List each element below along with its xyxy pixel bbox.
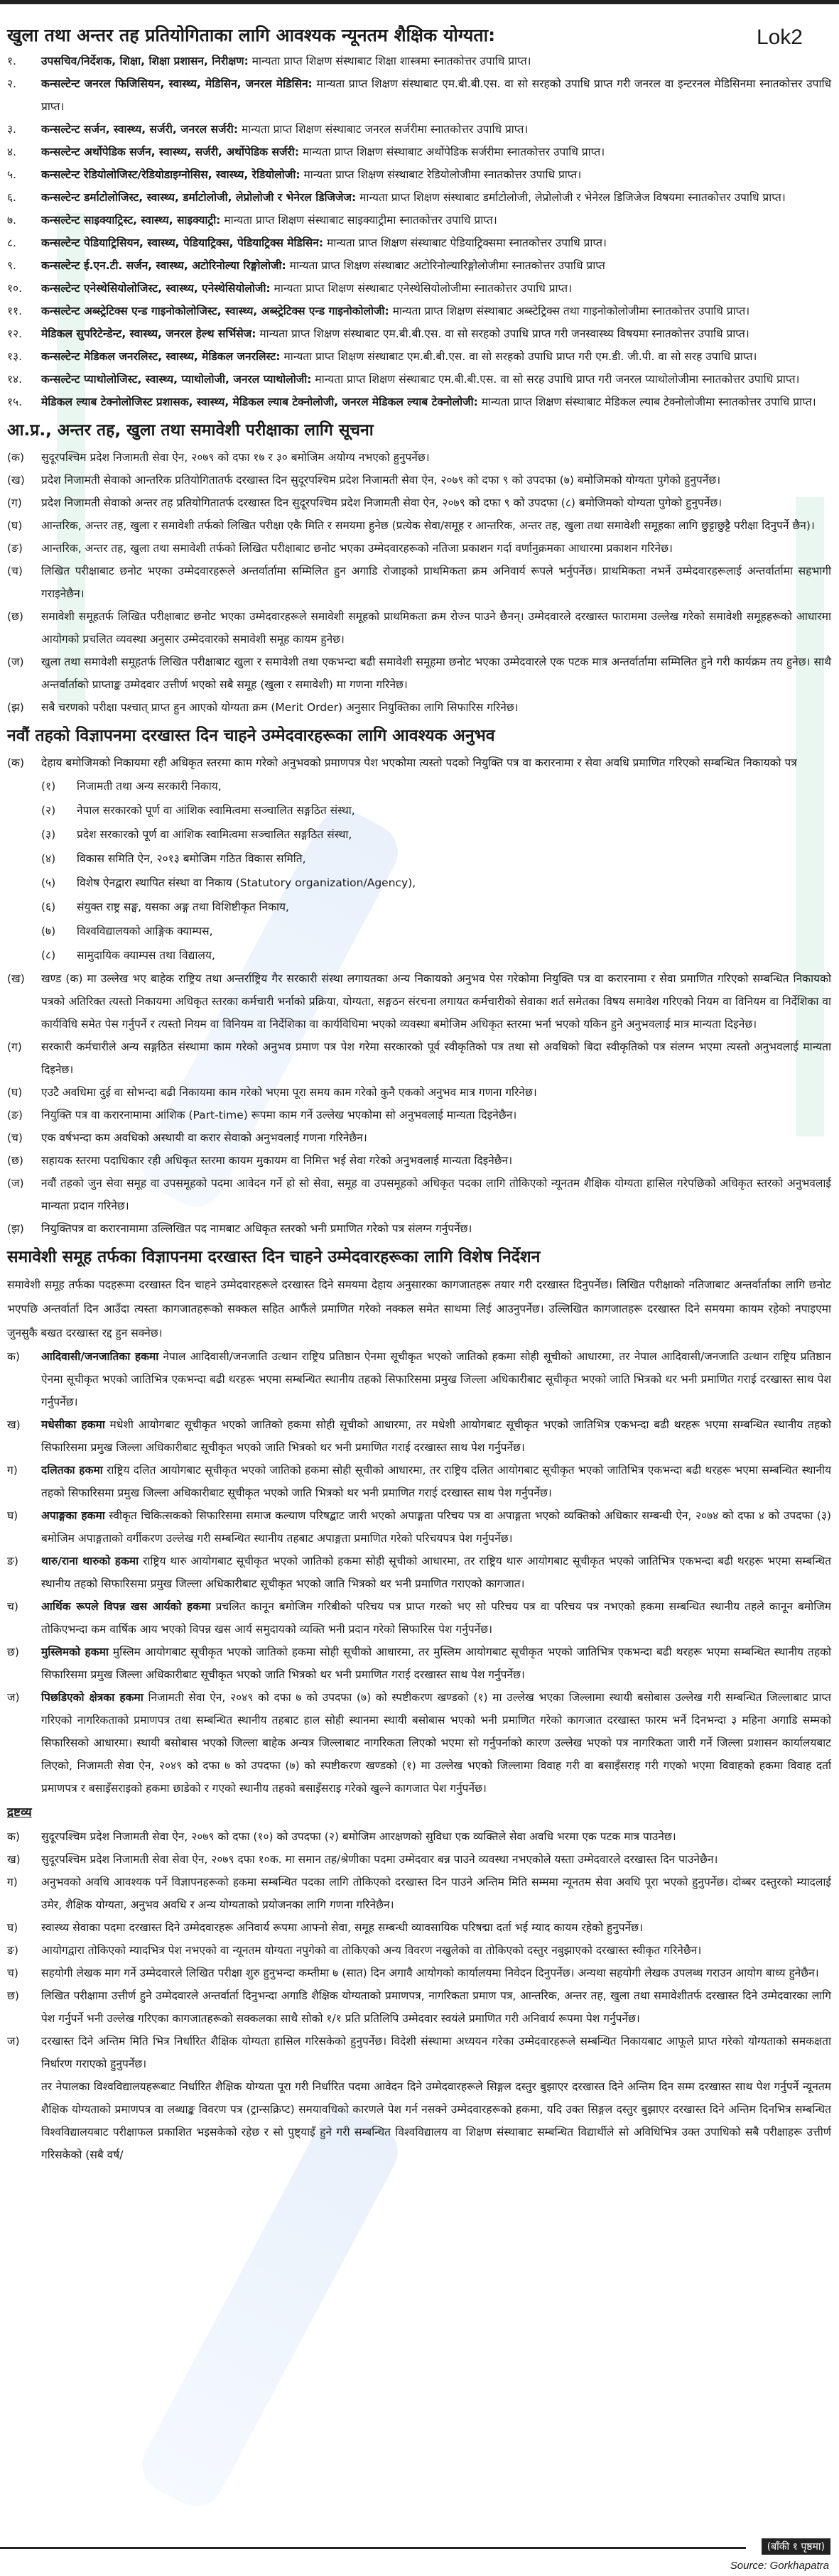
item-heading: कन्सल्टेन्ट सर्जन, स्वास्थ्य, सर्जरी, जनरल सर्जरी: xyxy=(41,123,239,136)
item-number: ६. xyxy=(7,191,16,204)
item-body: मान्यता प्राप्त शिक्षण संस्थाबाट रेडियोलोजीमा स्नातकोत्तर उपाधि प्राप्त। xyxy=(300,168,582,181)
item-text: सबै चरणको परीक्षा पश्चात् प्राप्त हुन आएको योग्यता क्रम (Merit Order) अनुसार नियुक्तिका लागि सिफारिस गरिनेछ। xyxy=(41,701,519,714)
item-body: मान्यता प्राप्त शिक्षण संस्थाबाट साइक्याट्रीमा स्नातकोत्तर उपाधि प्राप्त। xyxy=(220,214,497,227)
list-item xyxy=(7,1345,831,1413)
item-text: सामुदायिक क्याम्पस तथा विद्यालय, xyxy=(77,949,215,962)
item-number: (ज) xyxy=(7,1177,24,1190)
item-number: १४. xyxy=(7,373,23,386)
item-body: निजामती सेवा ऐन, २०४९ को दफा ७ को उपदफा (७) को स्पष्टीकरण खण्डको (१) मा उल्लेख भएका जिल्लामा स्थायी बसोबास उल्लेख गरी सम्बन्धित जिल्लाबाट प्राप्त गरिएको नागरिकताको प्रमाणपत्र तथा सम्बन्धित स्थानीय तहबाट हाल सोही स्थानमा स्थायी बसोबास भएको भनी प्रमाणित गरेको कागजात दरखास्त फारम भर्ने दिनभन्दा ३ महिना अगाडि सम्मको सिफारिसको आधारमा। स्थायी बसोबास भएको जिल्ला बाहेक अन्यत्र जिल्लाबाट नागरिकता लिएको भएमा सो गर्नुपर्नाको कारण उल्लेख भएको पत्र नागरिकता जारी गर्ने जिल्ला प्रशासन कार्यालयबाट लिएको, निजामती सेवा ऐन, २०४९ को दफा ७ को उपदफा (७) को स्पष्टीकरण खण्डको (१) मा उल्लेख भएको जिल्लामा विवाह गरी वा बसाइँसराइ गरी गएको भएमा विवाहको हकमा विवाह दर्ता प्रमाणपत्र र बसाइँसराइको हकमा छाडेको र गएको स्थानीय तहको बसाइँसराइ गरेको खुल्ने कागजात पेश गर्नुपर्नेछ। xyxy=(41,1691,832,1795)
list-item xyxy=(7,1217,831,1240)
item-number: (७) xyxy=(41,925,56,938)
item-number: (५) xyxy=(41,876,56,889)
item-text: सहयोगी लेखक माग गर्ने उम्मेदवारले लिखित परीक्षा शुरु हुनुभन्दा कम्तीमा ७ (सात) दिन अगावै आयोगको कार्यालयमा निवेदन दिनुपर्नेछ। अन्यथा सहयोगी लेखक उपलब्ध गराउन आयोग बाध्य हुनेछैन। xyxy=(41,1967,819,1979)
item-number: ४. xyxy=(7,146,16,158)
item-text xyxy=(41,277,831,300)
item-text: नेपाल सरकारको पूर्ण वा आंशिक स्वामित्वमा सञ्चालित सङ्गठित संस्था, xyxy=(77,804,355,817)
list-item xyxy=(7,186,831,209)
item-text xyxy=(41,1595,831,1641)
list-item xyxy=(7,651,831,696)
item-text: नवौं तहको जुन सेवा समूह वा उपसमूहको पदमा आवेदन गर्ने हो सो सेवा, समूह वा उपसमूहको अधिकृत पदका लागि तोकिएको न्यूनतम शैक्षिक योग्यता हासिल गरेपछिको अधिकृत स्तरको अनुभवलाई मान्यता प्रदान गरिनेछ। xyxy=(41,1177,831,1212)
list-item xyxy=(7,605,831,651)
item-number: छ) xyxy=(7,1646,19,1658)
item-body: स्वीकृत चिकित्सकको सिफारिसमा समाज कल्याण परिषद्बाट जारी भएको अपाङ्गता परिचय पत्र वा अपाङ्गता भएको व्यक्तिको अधिकार सम्बन्धी ऐन, २०७४ को दफा ४ को उपदफा (३) बमोजिम अपाङ्गताको वर्गीकरण उल्लेख गरी सम्बन्धित स्थानीय तहबाट अपाङ्गता प्रमाणित गरेको परिचयपत्र पेश गर्नुपर्नेछ। xyxy=(41,1509,831,1545)
item-number: १३. xyxy=(7,350,23,363)
item-number: (४) xyxy=(41,852,56,865)
inclusive-title: समावेशी समूह तर्फका विज्ञापनमा दरखास्त दिन चाहने उम्मेदवारहरूका लागि विशेष निर्देशन xyxy=(7,1248,541,1266)
item-body: मान्यता प्राप्त शिक्षण संस्थाबाट जनरल सर्जरीमा स्नातकोत्तर उपाधि प्राप्त। xyxy=(238,123,529,136)
list-item xyxy=(7,1984,831,2030)
list-item xyxy=(7,1504,831,1550)
item-heading: मेडिकल सुपरिटेन्डेन्ट, स्वास्थ्य, जनरल हेल्थ सर्भिसेज: xyxy=(41,327,256,340)
item-number: घ) xyxy=(7,1509,18,1522)
list-item xyxy=(7,2030,831,2075)
item-body: मान्यता प्राप्त शिक्षण संस्थाबाट एम.बी.बी.एस. वा सो सरहको उपाधि प्राप्त गरी एम.डी. जी.पी. वा सो सरह उपाधि प्राप्त। xyxy=(280,350,757,363)
list-item xyxy=(7,209,831,232)
item-number: १०. xyxy=(7,282,23,295)
item-text xyxy=(41,322,831,345)
item-heading: कन्सल्टेन्ट रेडियोलोजिस्ट/रेडियोडाइग्नोसिस, स्वास्थ्य, रेडियोलोजी: xyxy=(41,168,301,181)
item-body: मान्यता प्राप्त शिक्षण संस्थाबाट एनेस्थेसियोलोजीमा स्नातकोत्तर उपाधि प्राप्त। xyxy=(270,282,573,295)
item-text: संयुक्त राष्ट्र सङ्घ, यसका अङ्ग तथा विशिष्टीकृत निकाय, xyxy=(77,901,289,913)
item-number: (ग) xyxy=(7,496,22,509)
item-heading: अपाङ्गका हकमा xyxy=(41,1509,105,1522)
experience-list xyxy=(7,967,831,1240)
list-item xyxy=(7,1550,831,1595)
item-text: सरकारी कर्मचारीले अन्य सङ्गठित संस्थामा काम गरेको अनुभव प्रमाण पत्र पेश गरेमा सरकारको पूर्व स्वीकृतिको पत्र तथा सो अवधिको बिदा स्वीकृतिको पत्र संलग्न भएमा त्यस्तो अनुभवलाई मान्यता दिइनेछ। xyxy=(41,1040,831,1076)
list-item xyxy=(7,1413,831,1459)
list-item xyxy=(7,446,831,469)
list-item xyxy=(7,1595,831,1641)
item-text: प्रदेश सरकारको पूर्ण वा आंशिक स्वामित्वमा सञ्चालित सङ्गठित संस्था, xyxy=(77,828,352,841)
item-heading: कन्सल्टेन्ट साइक्याट्रिस्ट, स्वास्थ्य, साइक्याट्री: xyxy=(41,214,221,227)
item-number: (झ) xyxy=(7,1222,24,1235)
list-item xyxy=(7,368,831,391)
item-number: (छ) xyxy=(7,1154,23,1167)
list-item xyxy=(7,163,831,186)
list-item xyxy=(7,1871,831,1916)
notice-page xyxy=(7,21,831,2166)
item-number: ज) xyxy=(7,1691,20,1704)
item-body: मान्यता प्राप्त शिक्षण संस्थाबाट पेडियाट्रिक्समा स्नातकोत्तर उपाधि प्राप्त। xyxy=(323,237,607,249)
list-item xyxy=(7,560,831,605)
item-text xyxy=(41,254,831,277)
list-item xyxy=(7,1825,831,1848)
item-number: ग) xyxy=(7,1464,18,1477)
continued-label: (बाँकी १ पृष्ठमा) xyxy=(762,2538,830,2555)
list-item xyxy=(7,1939,831,1962)
item-number: (ङ) xyxy=(7,1109,23,1121)
list-item xyxy=(7,491,831,514)
list-item xyxy=(7,1459,831,1504)
item-text xyxy=(41,1345,831,1413)
item-number: (२) xyxy=(41,804,56,817)
item-text xyxy=(41,1504,831,1550)
item-number: १. xyxy=(7,55,16,67)
list-item xyxy=(41,798,831,822)
item-number: (३) xyxy=(41,828,56,841)
item-text xyxy=(41,163,831,186)
item-heading: कन्सल्टेन्ट पेडियाट्रिसियन, स्वास्थ्य, पेडियाट्रिक्स, पेडियाट्रिक्स मेडिसिन: xyxy=(41,237,324,249)
item-text xyxy=(41,209,831,232)
item-number: (ग) xyxy=(7,1040,22,1053)
list-item xyxy=(7,1686,831,1800)
item-text: अनुभवको अवधि आवश्यक पर्ने विज्ञापनहरूको हकमा सम्बन्धित पदका लागि तोकिएको दरखास्त दिन पाउने अन्तिम मिति सम्ममा न्यूनतम सेवा अवधि पूरा भएको हुनुपर्नेछ। दोब्बर दस्तुरको म्यादलाई उमेर, शैक्षिक योग्यता, अनुभव अवधि र अन्य योग्यताको प्रयोजनका लागि गणना गरिनेछैन। xyxy=(41,1876,831,1911)
item-heading: कन्सल्टेन्ट जनरल फिजिसियन, स्वास्थ्य, मेडिसिन, जनरल मेडिसिन: xyxy=(41,77,313,90)
item-text: लिखित परीक्षामा उत्तीर्ण हुने उम्मेदवारले अन्तर्वार्ता दिनुभन्दा अगाडि शैक्षिक योग्यताको प्रमाणपत्र, नागरिकता प्रमाण पत्र, आन्तरिक, अन्तर तह, खुला तथा समावेशीतर्फ दरखास्त दिने उम्मेदवारका लागि पेश गर्नुपर्ने भनी उल्लेख गरिएका कागजातहरूको सक्कलका साथै सोको १/१ प्रति प्रतिलिपि उम्मेदवार स्वयंले प्रमाणित गरी अनिवार्य रूपमा पेश गर्नुपर्नेछ। xyxy=(41,1989,831,2025)
item-text: निजामती तथा अन्य सरकारी निकाय, xyxy=(77,780,222,793)
item-heading: थारु/राना थारुको हकमा xyxy=(41,1555,139,1567)
item-heading: आर्थिक रूपले विपन्न खस आर्यको हकमा xyxy=(41,1600,211,1613)
notes-list xyxy=(7,1825,831,2075)
item-heading: मेडिकल ल्याब टेक्नोलोजिस्ट प्रशासक, स्वास्थ्य, मेडिकल ल्याब टेक्नोलोजी, जनरल मेडिकल ल्याब टेक्नोलोजी: xyxy=(41,396,478,408)
item-text: विकास समिति ऐन, २०१३ बमोजिम गठित विकास समिति, xyxy=(77,852,306,865)
list-item xyxy=(7,1081,831,1104)
item-number: क) xyxy=(7,1350,20,1363)
item-number: (क) xyxy=(7,756,24,769)
list-item xyxy=(41,943,831,967)
item-number: (ङ) xyxy=(7,542,23,555)
list-item xyxy=(7,141,831,163)
list-item xyxy=(41,871,831,895)
item-text: प्रदेश निजामती सेवाको आन्तरिक प्रतियोगितातर्फ दरखास्त दिन सुदूरपश्चिम प्रदेश निजामती सेवा ऐन, २०७९ को दफा ९ को उपदफा (७) बमोजिमको योग्यता पुगेको हुनुपर्नेछ। xyxy=(41,474,721,487)
item-text: देहाय बमोजिमको निकायमा रही अधिकृत स्तरमा काम गरेको अनुभवको प्रमाणपत्र पेश भएकोमा त्यस्तो पदको नियुक्ति पत्र वा करारनामा र सेवा अवधि प्रमाणित गरिएको सम्बन्धित निकायको पत्र xyxy=(41,756,797,769)
item-body: प्रचलित कानून बमोजिम गरिबीको परिचय पत्र प्राप्त गरको भए सो परिचय पत्र वा परिचय पत्र नभएको हकमा सम्बन्धित स्थानीय तहले कानून बमोजिम तोकिएभन्दा कम वार्षिक आय भएको विपन्न खस आर्य समुदायको व्यक्ति भनी प्रदान गरेको सिफारिस पेश गर्नुपर्नेछ। xyxy=(41,1600,831,1636)
item-text xyxy=(41,186,831,209)
item-text xyxy=(41,1686,831,1800)
qualifications-list xyxy=(7,50,831,413)
item-text: नियुक्ति पत्र वा करारनामामा आंशिक (Part-time) रूपमा काम गर्ने उल्लेख भएकोमा सो अनुभवलाई मान्यता दिइनेछैन। xyxy=(41,1109,517,1121)
item-heading: कन्सल्टेन्ट एनेस्थेसियोलोजिस्ट, स्वास्थ्य, एनेस्थेसियोलोजी: xyxy=(41,282,271,295)
item-body: मान्यता प्राप्त शिक्षण संस्थाबाट अब्स्टेट्रिक्स तथा गाइनोकोलोजीमा स्नातकोत्तर उपाधि प्राप्त। xyxy=(389,305,750,317)
item-number: ङ) xyxy=(7,1944,18,1957)
item-heading: आदिवासी/जनजातिका हकमा xyxy=(41,1350,159,1363)
list-item xyxy=(7,232,831,254)
item-number: ङ) xyxy=(7,1555,18,1567)
source-credit: Source: Gorkhapatra xyxy=(730,2560,829,2572)
list-item xyxy=(41,774,831,798)
list-item xyxy=(7,1916,831,1939)
item-number: (ख) xyxy=(7,972,25,985)
item-heading: कन्सल्टेन्ट प्याथोलोजिस्ट, स्वास्थ्य, प्याथोलोजी, जनरल प्याथोलोजी: xyxy=(41,373,312,386)
item-number: ९. xyxy=(7,259,16,272)
item-heading: कन्सल्टेन्ट अब्स्ट्रेटिक्स एन्ड गाइनोकोलोजिस्ट, स्वास्थ्य, अब्स्ट्रेटिक्स एन्ड गाइनोकोलोजी: xyxy=(41,305,389,317)
item-number: च) xyxy=(7,1967,18,1979)
item-body: नेपाल आदिवासी/जनजाति उत्थान राष्ट्रिय प्रतिष्ठान ऐनमा सूचीकृत भएको जातिको हकमा सोही सूचीको आधारमा, तर नेपाल आदिवासी/जनजाति उत्थान राष्ट्रिय प्रतिष्ठान ऐनमा सूचीकृत भएको जातिभित्र एकभन्दा बढी थरहरू भएमा सम्बन्धित स्थानीय तहको सिफारिसमा प्रमुख जिल्ला अधिकारीबाट सूचीकृत भएको जाति भित्रको थर भनी प्रमाणित गराई दरखास्त साथ पेश गर्नुपर्नेछ। xyxy=(41,1350,831,1408)
item-number: ग) xyxy=(7,1876,18,1888)
exam-notice-title: आ.प्र., अन्तर तह, खुला तथा समावेशी परीक्षाका लागि सूचना xyxy=(7,421,374,440)
item-heading: मधेसीका हकमा xyxy=(41,1418,105,1431)
item-text: एउटै अवधिमा दुई वा सोभन्दा बढी निकायमा काम गरेको भएमा पूरा समय काम गरेको कुनै एकको अनुभव मात्र गणना गरिनेछ। xyxy=(41,1086,537,1099)
list-item xyxy=(41,895,831,919)
item-text: खुला तथा समावेशी समूहतर्फ लिखित परीक्षाबाट खुला र समावेशी तथा एकभन्दा बढी समावेशी समूहमा छनोट भएका उम्मेदवारले एक पटक मात्र अन्तर्वार्तामा सम्मिलित हुने गरी कार्यक्रम तय हुनेछ। साथै अन्तर्वार्ताको प्राप्ताङ्क उम्मेदवार उत्तीर्ण भएको सबै समूह (खुला र समावेशी) मा गणना गरिनेछ। xyxy=(41,656,831,691)
item-number: ८. xyxy=(7,237,16,249)
list-item xyxy=(7,345,831,368)
list-item xyxy=(41,847,831,871)
item-body: मान्यता प्राप्त शिक्षण संस्थाबाट एम.बी.बी.एस. वा सो सरह उपाधि प्राप्त गरी जनरल प्याथोलोजीमा स्नातकोत्तर उपाधि प्राप्त। xyxy=(311,373,800,386)
item-text xyxy=(41,141,831,163)
item-text xyxy=(41,72,831,118)
item-number: ज) xyxy=(7,2035,20,2048)
item-text: सुदूरपश्चिम प्रदेश निजामती सेवा ऐन, २०७९ को दफा १७ र ३० बमोजिम अयोग्य नभएको हुनुपर्नेछ। xyxy=(41,451,430,464)
item-body: मान्यता प्राप्त शिक्षण संस्थाबाट एम.बी.बी.एस. वा सो सरहको उपाधि प्राप्त गरी जनस्वास्थ्य विषयमा स्नातकोत्तर उपाधि प्राप्त। xyxy=(256,327,749,340)
list-item xyxy=(7,391,831,413)
item-number: ७. xyxy=(7,214,16,227)
page-tag: Lok2 xyxy=(756,26,803,49)
item-heading: मुस्लिमको हकमा xyxy=(41,1646,109,1658)
list-item xyxy=(7,1172,831,1217)
item-number: घ) xyxy=(7,1921,18,1934)
item-heading: कन्सल्टेन्ट मेडिकल जनरलिस्ट, स्वास्थ्य, मेडिकल जनरलिस्ट: xyxy=(41,350,281,363)
list-item xyxy=(7,254,831,277)
item-number: (क) xyxy=(7,451,24,464)
item-text xyxy=(41,1413,831,1459)
item-number: (घ) xyxy=(7,1086,23,1099)
item-number: छ) xyxy=(7,1989,19,2002)
item-body: मान्यता प्राप्त शिक्षण संस्थाबाट एम.बी.बी.एस. वा सो सरहको उपाधि प्राप्त गरी जनरल वा इन्टरनल मेडिसिनमा स्नातकोत्तर उपाधि प्राप्त। xyxy=(41,77,832,113)
item-text xyxy=(41,118,831,141)
item-number: (छ) xyxy=(7,610,23,623)
qualifications-header xyxy=(7,21,831,50)
item-text xyxy=(41,1459,831,1504)
item-text: खण्ड (क) मा उल्लेख भए बाहेक राष्ट्रिय तथा अन्तर्राष्ट्रिय गैर सरकारी संस्था लगायतका अन्य निकायको अनुभव पेस गरेकोमा नियुक्ति पत्र वा करारनामा र सेवा प्रमाणित गरिएको सम्बन्धित निकायको पत्रको अतिरिक्त त्यस्तो निकायमा अधिकृत स्तरका कर्मचारी भर्नाको प्रक्रिया, योग्यता, सङ्गठन संरचना लगायत कर्मचारीको सेवाका शर्त समेतका विषय समावेश गरिएको नियम वा विनियम वा निर्देशिका वा कार्यविधि समेत पेस गर्नुपर्ने र त्यस्तो नियम वा विनियम वा निर्देशिका वा कार्यविधिमा भएको व्यवस्था बमोजिम अधिकृत स्तरमा भर्ना भएको यकिन हुने अनुभवलाई मात्र मान्यता दिइनेछ। xyxy=(41,972,831,1031)
list-item xyxy=(7,1104,831,1126)
item-number: (च) xyxy=(7,1131,23,1144)
item-number: (ख) xyxy=(7,474,25,487)
notes-continuation: तर नेपालका विश्वविद्यालयहरूबाट निर्धारित शैक्षिक योग्यता पूरा गरी निर्धारित पदमा आवेदन दिने उम्मेदवारहरूले सिङ्गल दस्तुर बुझाएर दरखास्त दिने अन्तिम दिन सम्म दरखास्त साथ पेश गर्नुपर्ने न्यूनतम शैक्षिक योग्यताको प्रमाणपत्र वा लब्धाङ्क विवरण पत्र (ट्रान्सक्रिप्ट) समयावधिको कारणले पेश गर्न नसक्ने उम्मेदवारहरूको हकमा, यदि उक्त सिङ्गल दस्तुर बुझाएर दरखास्त दिने अन्तिम दिनभित्र सम्बन्धित विश्वविद्यालयबाट परीक्षाफल प्रकाशित भइसकेको रहेछ र सो पुष्ट्याइँ हुने गरी सम्बन्धित विश्वविद्यालय वा शिक्षण संस्थाबाट सम्बन्धित विद्यार्थीले सो अविधिभित्र उक्त उपाधिको सबै परीक्षाहरू उत्तीर्ण गरिसकेको (सबै वर्ष/ xyxy=(41,2080,831,2161)
item-text: स्वास्थ्य सेवाका पदमा दरखास्त दिने उम्मेदवारहरू अनिवार्य रूपमा आफ्नो सेवा, समूह सम्बन्धी व्यावसायिक परिषद्मा दर्ता भई म्याद कायम रहेको हुनुपर्नेछ। xyxy=(41,1921,643,1934)
list-item xyxy=(7,118,831,141)
item-number: क) xyxy=(7,1830,20,1843)
list-item xyxy=(7,72,831,118)
item-text xyxy=(41,368,831,391)
footer-rule xyxy=(0,2547,746,2549)
list-item xyxy=(7,1149,831,1172)
list-item xyxy=(41,919,831,943)
list-item xyxy=(7,696,831,719)
item-text: समावेशी समूहतर्फ लिखित परीक्षाबाट छनोट भएका उम्मेदवारहरूले समावेशी समूहको प्राथमिकता क्रम रोज्न पाउने छैनन्। उम्मेदवारले दरखास्त फाराममा उल्लेख गरेको समावेशी समूहहरूको आधारमा आयोगको प्रचलित व्यवस्था अनुसार उम्मेदवारको समावेशी समूह कायम हुनेछ। xyxy=(41,610,831,646)
item-text: लिखित परीक्षाबाट छनोट भएका उम्मेदवारहरूले अन्तर्वार्तामा सम्मिलित हुन अगाडि रोजाइको प्राथमिकता क्रम अनिवार्य रूपले भर्नुपर्नेछ। प्राथमिकता नभर्ने उम्मेदवारहरूलाई अन्तर्वार्तामा सहभागी गराइनेछैन। xyxy=(41,565,831,600)
item-text: विश्वविद्यालयको आङ्गिक क्याम्पस, xyxy=(77,925,213,938)
item-text: सुदूरपश्चिम प्रदेश निजामती सेवा सेवा ऐन, २०७९ दफा १०क. मा समान तह/श्रेणीका पदमा उम्मेदवार बन्न पाउने व्यवस्था नभएकोले यस्ता उम्मेदवारले दरखास्त दिन पाउनेछैन। xyxy=(41,1853,718,1866)
item-heading: कन्सल्टेन्ट ई.एन.टी. सर्जन, स्वास्थ्य, अटोरिनोल्या रिङ्गोलोजी: xyxy=(41,259,286,272)
item-text: दरखास्त दिने अन्तिम मिति भित्र निर्धारित शैक्षिक योग्यता हासिल गरिसकेको हुनुपर्नेछ। विदेशी संस्थामा अध्ययन गरेका उम्मेदवारहरूले सम्बन्धित निकायबाट आफूले प्राप्त गरेको योग्यताको समकक्षता निर्धारण गराएको हुनुपर्नेछ। xyxy=(41,2035,831,2070)
item-text xyxy=(41,1641,831,1686)
item-text xyxy=(41,391,831,413)
item-body: मान्यता प्राप्त शिक्षण संस्थाबाट डर्माटोलोजी, लेप्रोलोजी र भेनेरल डिजिजेज विषयमा स्नातकोत्तर उपाधि प्राप्त। xyxy=(356,191,786,204)
item-number: ५. xyxy=(7,168,16,181)
item-body: मान्यता प्राप्त शिक्षण संस्थाबाट अर्थोपेडिक सर्जरीमा स्नातकोत्तर उपाधि प्राप्त। xyxy=(299,146,605,158)
item-number: (घ) xyxy=(7,519,23,532)
item-text xyxy=(41,50,831,72)
item-text: सहायक स्तरमा पदाधिकार रही अधिकृत स्तरमा कायम मुकायम वा निमित्त भई सेवा गरेको अनुभवलाई मान्यता दिइनेछैन। xyxy=(41,1154,513,1167)
item-body: मान्यता प्राप्त शिक्षण संस्थाबाट शिक्षा शास्त्रमा स्नातकोत्तर उपाधि प्राप्त। xyxy=(248,55,531,67)
item-number: (६) xyxy=(41,901,56,913)
item-body: मुस्लिम आयोगबाट सूचीकृत भएको जातिको हकमा सोही सूचीको आधारमा, तर मुस्लिम आयोगबाट सूचीकृत भएको जातिभित्र एकभन्दा बढी थरहरू भएमा सम्बन्धित स्थानीय तहको सिफारिसमा प्रमुख जिल्ला अधिकारीबाट सूचीकृत भएको जाति भित्रको थर भनी प्रमाणित गराई दरखास्त साथ पेश गर्नुपर्नेछ। xyxy=(41,1646,831,1681)
item-text: आयोगद्वारा तोकिएको म्यादभित्र पेश नभएको वा न्यूनतम योग्यता नपुगेको वा तोकिएको अन्य विवरण नखुलेको वा तोकिएको दस्तुर नबुझाएको दरखास्त स्वीकृत गरिनेछैन। xyxy=(41,1944,702,1957)
item-text xyxy=(41,345,831,368)
list-item xyxy=(7,1848,831,1871)
item-text xyxy=(41,1550,831,1595)
item-number: ख) xyxy=(7,1853,21,1866)
item-body: मधेशी आयोगबाट सूचीकृत भएको जातिको हकमा सोही सूचीको आधारमा, तर मधेशी आयोगबाट सूचीकृत भएको जातिभित्र एकभन्दा बढी थरहरू भएमा सम्बन्धित स्थानीय तहको सिफारिसमा प्रमुख जिल्ला अधिकारीबाट सूचीकृत भएको जाति भित्रको थर भनी प्रमाणित गराई दरखास्त साथ पेश गर्नुपर्नेछ। xyxy=(41,1418,831,1454)
item-text: आन्तरिक, अन्तर तह, खुला र समावेशी तर्फको लिखित परीक्षा एकै मिति र समयमा हुनेछ (प्रत्येक सेवा/समूह र आन्तरिक, अन्तर तह, खुला तथा समावेशी समूहका लागि छुट्टाछुट्टै परीक्षा दिनुपर्ने छैन)। xyxy=(41,519,815,532)
list-item xyxy=(7,50,831,72)
item-number: ख) xyxy=(7,1418,21,1431)
item-text: विशेष ऐनद्वारा स्थापित संस्था वा निकाय (Statutory organization/Agency), xyxy=(77,876,416,889)
item-number: (८) xyxy=(41,949,56,962)
list-item xyxy=(7,277,831,300)
item-number: १५. xyxy=(7,396,23,408)
notes-title: द्रष्टव्य xyxy=(7,1805,32,1820)
list-item xyxy=(7,537,831,560)
item-number: २. xyxy=(7,77,16,90)
item-number: (ज) xyxy=(7,656,24,668)
top-border xyxy=(0,0,839,4)
item-number: ११. xyxy=(7,305,23,317)
item-body: राष्ट्रिय थारु आयोगबाट सूचीकृत भएको जातिको हकमा सोही सूचीको आधारमा, तर राष्ट्रिय थारु आयोगबाट सूचीकृत भएको जातिभित्र एकभन्दा बढी थरहरू भएमा सम्बन्धित स्थानीय तहको सिफारिसमा प्रमुख जिल्ला अधिकारीबाट सूचीकृत भएको जाति भित्रको थर भनी प्रमाणित गराएको कागजात। xyxy=(41,1555,831,1590)
item-text: प्रदेश निजामती सेवाको अन्तर तह प्रतियोगितातर्फ दरखास्त दिन सुदूरपश्चिम प्रदेश निजामती सेवा ऐन, २०७९ को दफा ९ को उपदफा (८) बमोजिमको योग्यता पुगेको हुनुपर्नेछ। xyxy=(41,496,722,509)
list-item xyxy=(7,469,831,491)
item-number: १२. xyxy=(7,327,23,340)
list-item xyxy=(7,322,831,345)
item-body: मान्यता प्राप्त शिक्षण संस्थाबाट अटोरिनोल्यारिङ्गोलोजीमा स्नातकोत्तर उपाधि प्राप्त xyxy=(286,259,605,272)
list-item xyxy=(7,751,831,774)
item-heading: कन्सल्टेन्ट अर्थोपेडिक सर्जन, स्वास्थ्य, सर्जरी, अर्थोपेडिक सर्जरी: xyxy=(41,146,300,158)
item-heading: कन्सल्टेन्ट डर्माटोलोजिस्ट, स्वास्थ्य, डर्माटोलोजी, लेप्रोलोजी र भेनेरल डिजिजेज: xyxy=(41,191,357,204)
item-text: नियुक्तिपत्र वा करारनामामा उल्लिखित पद नामबाट अधिकृत स्तरको भनी प्रमाणित गरेको पत्र संलग्न गर्नुपर्नेछ। xyxy=(41,1222,472,1235)
item-text: आन्तरिक, अन्तर तह, खुला तथा समावेशी तर्फको लिखित परीक्षाबाट छनोट भएका उम्मेदवारहरूको नतिजा प्रकाशन गर्दा वर्णानुक्रमका आधारमा प्रकाशन गरिनेछ। xyxy=(41,542,673,555)
list-item xyxy=(7,1036,831,1081)
item-body: राष्ट्रिय दलित आयोगबाट सूचीकृत भएको जातिको हकमा सोही सूचीको आधारमा, तर राष्ट्रिय दलित आयोगबाट सूचीकृत भएको जातिभित्र एकभन्दा बढी थरहरू भएमा सम्बन्धित स्थानीय तहको सिफारिसमा प्रमुख जिल्ला अधिकारीबाट सूचीकृत भएको जाति भित्रको थर भनी प्रमाणित गराई दरखास्त साथ पेश गर्नुपर्नेछ। xyxy=(41,1464,831,1499)
item-number: (झ) xyxy=(7,701,24,714)
item-number: च) xyxy=(7,1600,18,1613)
item-text xyxy=(41,232,831,254)
item-heading: दलितका हकमा xyxy=(41,1464,103,1477)
item-number: (च) xyxy=(7,565,23,577)
item-body: मान्यता प्राप्त शिक्षण संस्थाबाट मेडिकल ल्याब टेक्नोलोजीमा स्नातकोत्तर उपाधि प्राप्त। xyxy=(477,396,816,408)
item-heading: उपसचिव/निर्देशक, शिक्षा, शिक्षा प्रशासन, निरीक्षण: xyxy=(41,55,249,67)
item-text: सुदूरपश्चिम प्रदेश निजामती सेवा ऐन, २०७९ को दफा (१०) को उपदफा (२) बमोजिम आरक्षणको सुविधा एक व्यक्तिले सेवा अवधि भरमा एक पटक मात्र पाउनेछ। xyxy=(41,1830,676,1843)
exam-notice-list xyxy=(7,446,831,719)
inclusive-list xyxy=(7,1345,831,1800)
list-item xyxy=(7,1126,831,1149)
list-item xyxy=(7,967,831,1036)
qualifications-title: खुला तथा अन्तर तह प्रतियोगिताका लागि आवश्यक न्यूनतम शैक्षिक योग्यता: xyxy=(7,25,496,45)
list-item xyxy=(7,300,831,322)
item-heading: पिछडिएको क्षेत्रका हकमा xyxy=(41,1691,144,1704)
item-text: एक वर्षभन्दा कम अवधिको अस्थायी वा करार सेवाको अनुभवलाई गणना गरिनेछैन। xyxy=(41,1131,367,1144)
item-number: ३. xyxy=(7,123,16,136)
experience-sub-list xyxy=(7,774,831,967)
list-item xyxy=(7,1641,831,1686)
list-item xyxy=(7,514,831,537)
item-text xyxy=(41,300,831,322)
list-item xyxy=(7,1962,831,1984)
experience-title: नवौं तहको विज्ञापनमा दरखास्त दिन चाहने उम्मेदवारहरूका लागि आवश्यक अनुभव xyxy=(7,727,495,745)
list-item xyxy=(41,822,831,847)
inclusive-intro: समावेशी समूह तर्फका पदहरूमा दरखास्त दिन चाहने उम्मेदवारहरूले दरखास्त दिने समयमा देहाय अनुसारका कागजातहरू तयार गरी दरखास्त दिनुपर्नेछ। लिखित परीक्षाको नतिजाबाट अन्तर्वार्ताका लागि छनोट भएपछि अन्तर्वार्ता दिन आउँदा त्यस्ता कागजातहरूको सक्कल सहित आफैंले प्रमाणित गरेको नक्कल समेत साथमा लिई आउनुपर्नेछ। उल्लिखित कागजातहरू दरखास्त दिने समयमा कायम रहेको नपाइएमा जुनसुकै बखत दरखास्त रद्द हुन सक्नेछ। xyxy=(7,1278,831,1339)
item-number: (१) xyxy=(41,780,56,793)
